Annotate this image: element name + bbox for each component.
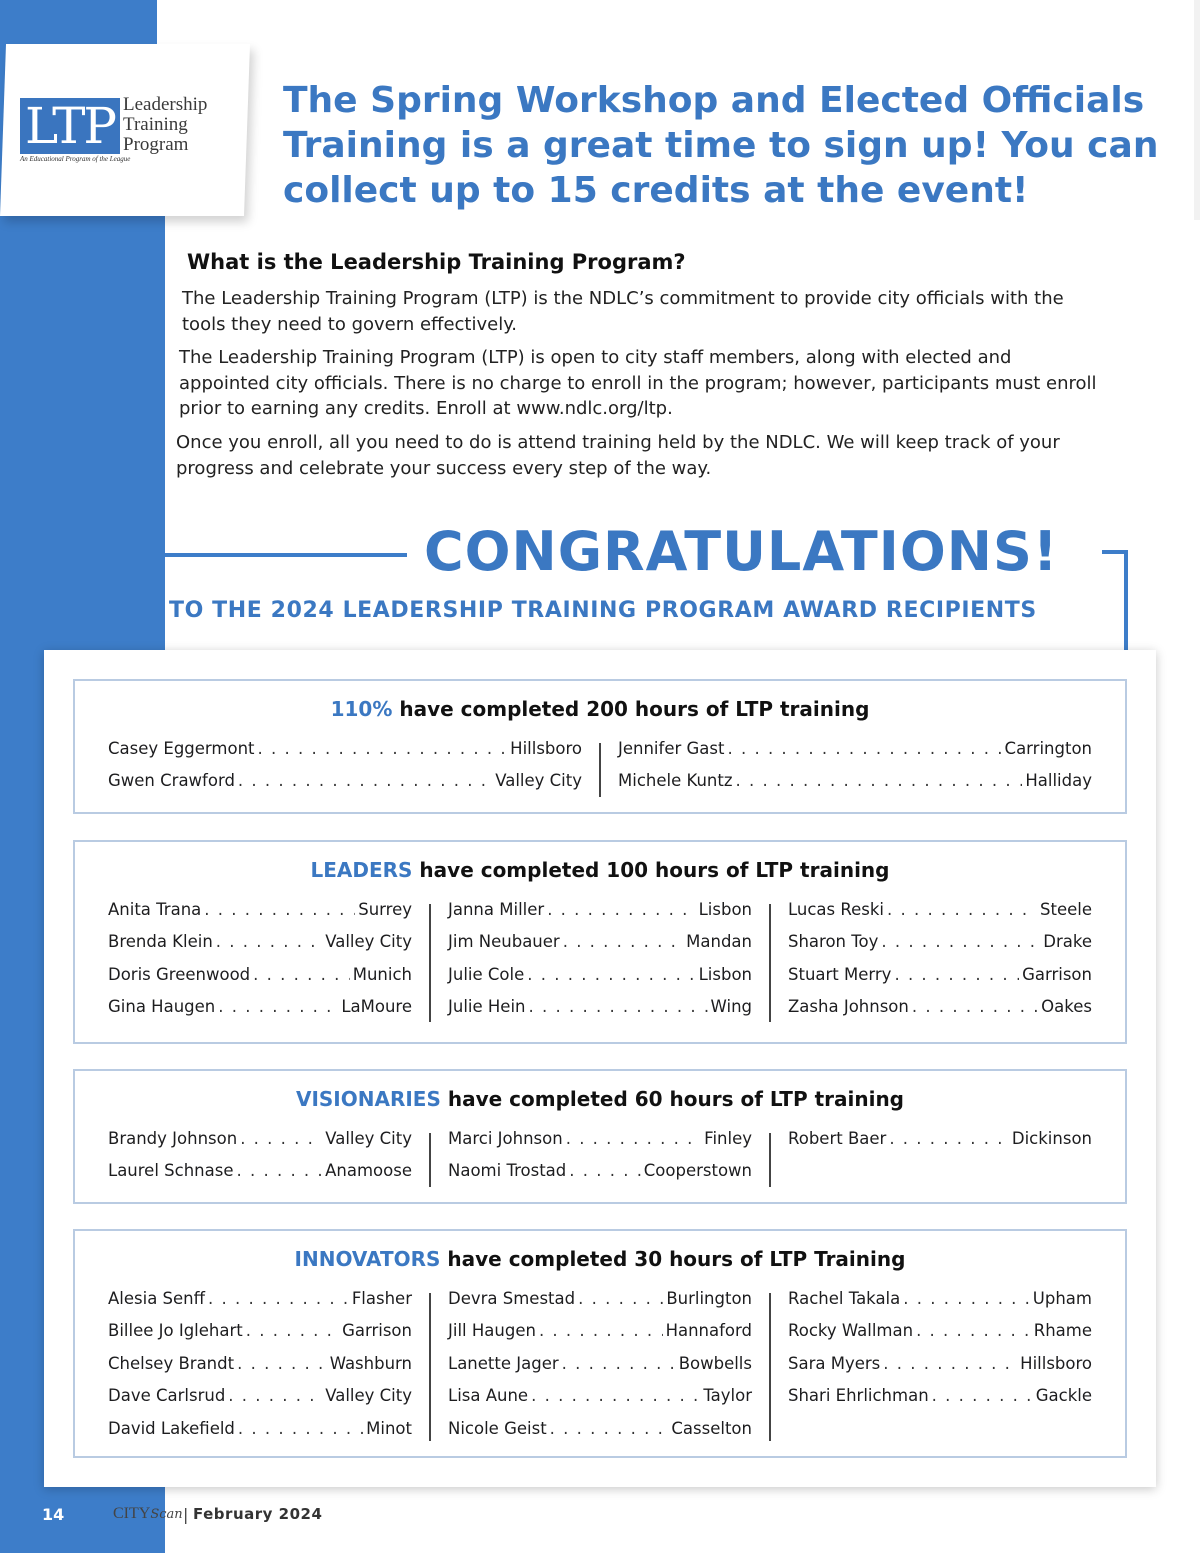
- dot-leader: [208, 1289, 349, 1308]
- paragraph-line: progress and celebrate your success every step of the way.: [176, 457, 712, 479]
- magazine-brand: [113, 1505, 183, 1523]
- recipient-city: Cooperstown: [643, 1161, 752, 1181]
- recipient-row: [448, 932, 752, 964]
- recipient-name: Billee Jo Iglehart: [108, 1321, 243, 1341]
- recipient-row: [448, 1419, 752, 1451]
- group-title: [75, 858, 1125, 882]
- recipient-name: Sara Myers: [788, 1353, 881, 1373]
- recipient-city: Valley City: [325, 1386, 412, 1406]
- logo-word: Training: [123, 114, 188, 135]
- recipient-row: [788, 1129, 1092, 1161]
- recipient-city: LaMoure: [341, 997, 412, 1017]
- section-question: What is the Leadership Training Program?: [187, 250, 686, 274]
- recipient-city: Drake: [1043, 932, 1092, 952]
- group-title-rest: have completed 200 hours of LTP training: [392, 697, 870, 721]
- group-leaders: [73, 840, 1127, 1044]
- column-divider: [429, 1293, 431, 1441]
- column-divider: [429, 904, 431, 1022]
- recipient-city: Oakes: [1041, 997, 1092, 1017]
- recipient-row: [108, 965, 412, 997]
- column-divider: [769, 904, 771, 1022]
- recipient-column: [108, 900, 412, 1030]
- recipient-name: David Lakefield: [108, 1418, 235, 1438]
- paragraph-line: appointed city officials. There is no charge to enroll in the program; however, participants must enroll: [179, 372, 1097, 394]
- dot-leader: [531, 1386, 700, 1405]
- group-title: [75, 1087, 1125, 1111]
- recipient-row: [788, 997, 1092, 1029]
- recipient-city: Valley City: [325, 932, 412, 952]
- column-divider: [769, 1293, 771, 1441]
- footer-separator: |: [183, 1505, 189, 1524]
- group-title-rest: have completed 30 hours of LTP Training: [440, 1247, 906, 1271]
- recipient-row: [448, 1321, 752, 1353]
- recipient-city: Casselton: [671, 1418, 752, 1438]
- group-title-rest: have completed 100 hours of LTP training: [412, 858, 890, 882]
- paragraph-line: The Leadership Training Program (LTP) is open to city staff members, along with elected and: [179, 347, 1012, 368]
- intro-paragraph-1: [182, 286, 1172, 337]
- logo-tagline: An Educational Program of the League: [20, 155, 131, 163]
- dot-leader: [563, 932, 683, 951]
- dot-leader: [932, 1386, 1033, 1405]
- recipient-name: Casey Eggermont: [108, 739, 255, 758]
- recipient-name: Gina Haugen: [108, 997, 216, 1017]
- dot-leader: [246, 1321, 339, 1340]
- recipient-name: Devra Smestad: [448, 1289, 576, 1308]
- recipient-row: [788, 1289, 1092, 1321]
- recipient-row: [448, 1161, 752, 1193]
- recipient-row: [108, 739, 582, 771]
- recipient-row: [448, 1386, 752, 1418]
- intro-paragraph-2: [179, 345, 1169, 422]
- recipient-city: Taylor: [703, 1386, 752, 1406]
- recipient-row: [788, 1321, 1092, 1353]
- recipient-name: Alesia Senff: [108, 1289, 206, 1308]
- group-accent: LEADERS: [310, 858, 413, 882]
- group-innovators: [73, 1229, 1127, 1458]
- recipient-name: Chelsey Brandt: [108, 1353, 235, 1373]
- recipient-city: Valley City: [495, 771, 582, 791]
- recipient-row: [108, 1321, 412, 1353]
- recipient-name: Stuart Merry: [788, 964, 892, 984]
- group-title: [75, 1247, 1125, 1271]
- recipient-column: [448, 900, 752, 1030]
- recipient-city: Garrison: [342, 1321, 412, 1341]
- recipient-name: Janna Miller: [448, 900, 545, 919]
- dot-leader: [547, 900, 695, 919]
- dot-leader: [883, 1354, 1017, 1373]
- dot-leader: [539, 1321, 663, 1340]
- ltp-logo: [20, 94, 220, 168]
- intro-paragraph-3: [176, 430, 1166, 481]
- dot-leader: [527, 965, 695, 984]
- recipient-column: [448, 1289, 752, 1451]
- recipient-column: [108, 739, 582, 804]
- recipient-row: [448, 900, 752, 932]
- recipient-city: Finley: [704, 1129, 752, 1148]
- issue-date: February 2024: [193, 1505, 323, 1523]
- recipient-city: Bowbells: [678, 1353, 752, 1373]
- recipient-name: Doris Greenwood: [108, 964, 251, 984]
- group-title-rest: have completed 60 hours of LTP training: [440, 1087, 904, 1111]
- dot-leader: [562, 1354, 676, 1373]
- recipient-column: [618, 739, 1092, 804]
- recipient-row: [108, 1161, 412, 1193]
- recipient-city: Upham: [1032, 1289, 1092, 1308]
- recipient-row: [108, 771, 582, 803]
- dot-leader: [566, 1129, 701, 1148]
- recipient-row: [108, 1289, 412, 1321]
- recipient-row: [448, 1129, 752, 1161]
- dot-leader: [727, 739, 1001, 758]
- recipient-name: Julie Cole: [448, 964, 525, 984]
- recipient-city: Mandan: [686, 932, 752, 952]
- recipient-city: Hillsboro: [1020, 1353, 1092, 1373]
- headline-line: Training is a great time to sign up! You can: [283, 125, 1159, 166]
- recipient-name: Anita Trana: [108, 900, 202, 919]
- recipient-name: Sharon Toy: [788, 932, 879, 952]
- recipient-row: [108, 1354, 412, 1386]
- dot-leader: [228, 1386, 322, 1405]
- dot-leader: [889, 1129, 1009, 1148]
- recipient-name: Zasha Johnson: [788, 997, 909, 1017]
- recipient-name: Jim Neubauer: [448, 932, 560, 952]
- recipient-city: Carrington: [1004, 739, 1092, 758]
- paragraph-line: prior to earning any credits. Enroll at www.ndlc.org/ltp.: [179, 398, 673, 419]
- congrats-title: CONGRATULATIONS!: [424, 520, 1059, 583]
- recipient-city: Washburn: [329, 1353, 412, 1373]
- dot-leader: [916, 1321, 1031, 1340]
- group-accent: INNOVATORS: [294, 1247, 441, 1271]
- dot-leader: [736, 771, 1023, 790]
- recipient-name: Brandy Johnson: [108, 1129, 238, 1148]
- recipient-column: [788, 1129, 1092, 1161]
- dot-leader: [218, 997, 338, 1016]
- recipient-row: [108, 1419, 412, 1451]
- recipient-column: [788, 900, 1092, 1030]
- dot-leader: [550, 1419, 669, 1438]
- recipient-row: [788, 965, 1092, 997]
- congrats-rule: [145, 553, 407, 557]
- paragraph-line: tools they need to govern effectively.: [182, 313, 518, 335]
- recipient-row: [448, 1354, 752, 1386]
- recipient-name: Rocky Wallman: [788, 1321, 914, 1341]
- dot-leader: [236, 1161, 322, 1180]
- dot-leader: [204, 900, 355, 919]
- dot-leader: [894, 965, 1019, 984]
- recipient-name: Rachel Takala: [788, 1289, 901, 1308]
- logo-mark: LTP: [20, 98, 120, 154]
- recipient-name: Nicole Geist: [448, 1418, 547, 1438]
- column-divider: [599, 743, 601, 797]
- page-number: 14: [42, 1505, 65, 1524]
- logo-wordmark: [123, 95, 207, 155]
- recipient-row: [618, 739, 1092, 771]
- recipient-name: Brenda Klein: [108, 932, 213, 952]
- group-accent: VISIONARIES: [295, 1087, 441, 1111]
- page-headline: [283, 78, 1163, 213]
- dot-leader: [258, 739, 508, 758]
- recipient-city: Rhame: [1033, 1321, 1092, 1341]
- recipient-city: Gackle: [1035, 1386, 1092, 1406]
- group-title: [75, 697, 1125, 721]
- dot-leader: [881, 932, 1040, 951]
- recipient-row: [108, 1386, 412, 1418]
- recipient-name: Lanette Jager: [448, 1353, 559, 1373]
- recipient-name: Dave Carlsrud: [108, 1386, 226, 1406]
- group-accent: 110%: [330, 697, 393, 721]
- recipient-column: [108, 1129, 412, 1194]
- recipient-city: Hannaford: [665, 1321, 752, 1341]
- dot-leader: [569, 1161, 640, 1180]
- recipient-name: Lisa Aune: [448, 1386, 529, 1406]
- recipient-city: Garrison: [1022, 964, 1092, 984]
- recipient-column: [788, 1289, 1092, 1419]
- recipient-city: Lisbon: [698, 900, 752, 919]
- recipient-column: [108, 1289, 412, 1451]
- recipient-city: Steele: [1040, 900, 1092, 919]
- dot-leader: [912, 997, 1038, 1016]
- recipient-city: Valley City: [325, 1129, 412, 1148]
- recipient-row: [788, 1386, 1092, 1418]
- group-110-percent: [73, 679, 1127, 814]
- logo-word: Leadership: [123, 94, 208, 115]
- column-divider: [769, 1133, 771, 1187]
- recipient-row: [108, 932, 412, 964]
- corner-bracket-side: [1124, 550, 1128, 650]
- recipient-name: Julie Hein: [448, 997, 526, 1017]
- recipient-row: [108, 1129, 412, 1161]
- recipient-city: Munich: [352, 964, 412, 984]
- recipient-name: Jennifer Gast: [618, 739, 725, 758]
- dot-leader: [887, 900, 1037, 919]
- recipient-city: Wing: [710, 997, 752, 1017]
- congrats-subtitle: TO THE 2024 LEADERSHIP TRAINING PROGRAM AWARD RECIPIENTS: [169, 598, 1037, 623]
- recipient-row: [108, 900, 412, 932]
- recipient-city: Halliday: [1025, 771, 1092, 791]
- paragraph-line: Once you enroll, all you need to do is attend training held by the NDLC. We will keep track of your: [176, 432, 1060, 453]
- dot-leader: [238, 1419, 363, 1438]
- recipient-city: Anamoose: [325, 1161, 412, 1181]
- dot-leader: [240, 1129, 322, 1148]
- brand-city: CITY: [113, 1505, 151, 1522]
- dot-leader: [216, 932, 322, 951]
- recipient-row: [788, 1354, 1092, 1386]
- recipient-city: Dickinson: [1011, 1129, 1092, 1148]
- recipient-name: Robert Baer: [788, 1129, 887, 1148]
- headline-line: The Spring Workshop and Elected Officials: [283, 80, 1145, 121]
- group-visionaries: [73, 1069, 1127, 1204]
- recipient-row: [448, 997, 752, 1029]
- recipient-row: [788, 932, 1092, 964]
- recipient-name: Lucas Reski: [788, 900, 884, 919]
- dot-leader: [237, 1354, 327, 1373]
- page-edge: [1194, 0, 1200, 220]
- dot-leader: [578, 1289, 663, 1308]
- recipient-city: Minot: [366, 1418, 412, 1438]
- recipient-row: [448, 965, 752, 997]
- recipient-name: Jill Haugen: [448, 1321, 536, 1341]
- paragraph-line: The Leadership Training Program (LTP) is the NDLC’s commitment to provide city officials with the: [182, 288, 1064, 309]
- recipient-name: Naomi Trostad: [448, 1161, 567, 1181]
- recipient-name: Shari Ehrlichman: [788, 1386, 929, 1406]
- recipient-city: Burlington: [666, 1289, 752, 1308]
- dot-leader: [238, 771, 492, 790]
- recipient-name: Marci Johnson: [448, 1129, 563, 1148]
- logo-word: Program: [123, 134, 189, 155]
- column-divider: [429, 1133, 431, 1187]
- recipient-row: [448, 1289, 752, 1321]
- recipient-city: Flasher: [351, 1289, 412, 1308]
- recipient-column: [448, 1129, 752, 1194]
- recipient-city: Surrey: [358, 900, 412, 919]
- recipient-row: [618, 771, 1092, 803]
- dot-leader: [253, 965, 350, 984]
- recipient-city: Lisbon: [698, 964, 752, 984]
- recipient-row: [108, 997, 412, 1029]
- brand-scan: Scan: [150, 1507, 183, 1522]
- recipient-name: Gwen Crawford: [108, 771, 235, 791]
- recipient-name: Laurel Schnase: [108, 1161, 234, 1181]
- dot-leader: [529, 997, 708, 1016]
- recipient-row: [788, 900, 1092, 932]
- headline-line: collect up to 15 credits at the event!: [283, 170, 1029, 211]
- dot-leader: [903, 1289, 1030, 1308]
- recipient-name: Michele Kuntz: [618, 771, 733, 791]
- recipient-city: Hillsboro: [510, 739, 582, 758]
